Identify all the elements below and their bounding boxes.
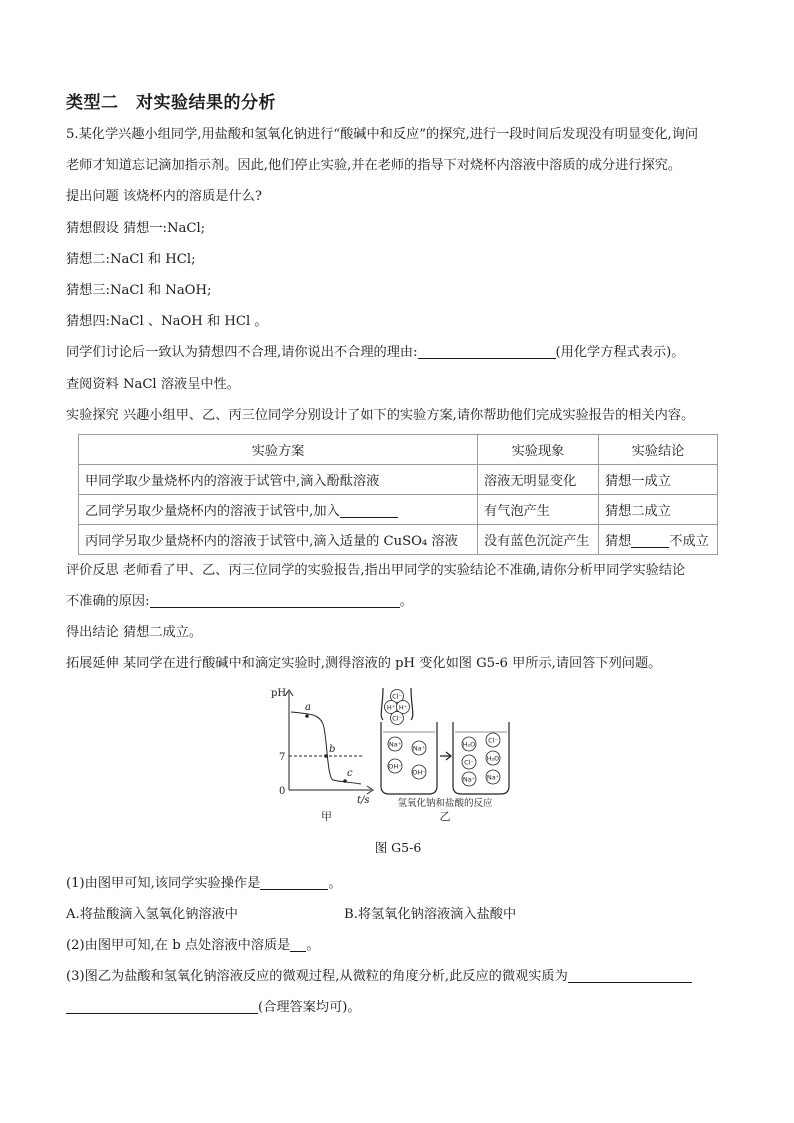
q2-text: (2)由图甲可知,在 b 点处溶液中溶质是 <box>66 938 291 953</box>
answer-blank-q3-a[interactable] <box>568 968 692 983</box>
x-axis-label: t/s <box>357 794 370 806</box>
table-cell-conclusion <box>599 524 718 554</box>
point-c-marker <box>343 779 347 783</box>
option-a[interactable]: A.将盐酸滴入氢氧化钠溶液中 <box>66 906 238 922</box>
left-beaker <box>381 722 437 794</box>
ion-label: Cl⁻ <box>392 714 402 723</box>
dropper-right-edge <box>411 688 413 720</box>
guess-1: 猜想假设 猜想一:NaCl; <box>66 220 206 236</box>
experiment-table <box>78 434 718 555</box>
q3-line-1 <box>66 967 730 987</box>
question-line: 提出问题 该烧杯内的溶质是什么? <box>66 189 262 205</box>
answer-blank-q2[interactable] <box>290 937 306 952</box>
table-cell-conclusion: 猜想二成立 <box>599 494 718 524</box>
table-row <box>79 494 718 524</box>
ion-label: OH⁻ <box>388 762 402 771</box>
ion-label: H₂O <box>462 740 476 749</box>
figure-g5-6 <box>66 686 730 836</box>
q5-intro-line-2: 老师才知道忘记滴加指示剂。因此,他们停止实验,并在老师的指导下对烧杯内溶液中溶质的成分进行探究。 <box>66 158 682 174</box>
reflect-prefix: 不准确的原因: <box>66 594 150 610</box>
ion-label: Na⁺ <box>486 773 500 782</box>
beaker-label-yi: 乙 <box>439 809 451 823</box>
table-cell-phenomenon: 有气泡产生 <box>478 494 599 524</box>
table-cell-phenomenon: 没有蓝色沉淀产生 <box>478 524 599 554</box>
q3-end: (合理答案均可)。 <box>258 1000 361 1016</box>
table-cell-plan: 丙同学另取少量烧杯内的溶液于试管中,滴入适量的 CuSO₄ 溶液 <box>79 524 478 554</box>
q3-line-2 <box>66 998 730 1018</box>
table-row <box>79 524 718 554</box>
q2-line <box>66 936 730 956</box>
discuss-line <box>66 343 730 363</box>
answer-blank-reagent[interactable] <box>340 503 398 518</box>
point-a-label: a <box>305 701 311 713</box>
graph-label-jia: 甲 <box>321 809 332 823</box>
reflect-suffix: 。 <box>399 594 413 610</box>
ion-label: H⁺ <box>386 703 396 712</box>
answer-blank-q3-b[interactable] <box>66 999 258 1014</box>
ion-label: Cl⁻ <box>488 736 498 745</box>
beaker-caption: 氢氧化钠和盐酸的反应 <box>397 797 493 809</box>
table-header-plan: 实验方案 <box>79 434 478 464</box>
ion-label: Na⁺ <box>462 775 476 784</box>
ph7-label: 7 <box>279 751 286 763</box>
ion-label: H₂O <box>486 754 500 763</box>
point-b-label: b <box>329 743 336 755</box>
point-a-marker <box>305 714 309 718</box>
guess-2: 猜想二:NaCl 和 HCl; <box>66 251 196 267</box>
conclusion-suffix: 不成立 <box>669 533 709 549</box>
ion-label: Cl⁻ <box>464 758 474 767</box>
explore-line: 实验探究 兴趣小组甲、乙、丙三位同学分别设计了如下的实验方案,请你帮助他们完成实验报告的相关内容。 <box>66 407 695 423</box>
ion-label: Na⁺ <box>412 744 426 753</box>
figure-caption: 图 G5-6 <box>374 839 422 855</box>
option-b[interactable]: B.将氢氧化钠溶液滴入盐酸中 <box>344 906 517 922</box>
q1-end: 。 <box>328 875 342 891</box>
discuss-suffix: (用化学方程式表示)。 <box>555 345 685 361</box>
y-axis-label: pH <box>271 687 287 699</box>
q1-line <box>66 874 730 894</box>
reflect-line-1: 评价反思 老师看了甲、乙、丙三位同学的实验报告,指出甲同学的实验结论不准确,请你分析甲同学实验结论 <box>66 562 686 578</box>
reflect-line-2 <box>66 592 730 612</box>
q3-text: (3)图乙为盐酸和氢氧化钠溶液反应的微观过程,从微粒的角度分析,此反应的微观实质为 <box>66 969 568 985</box>
ph-graph <box>285 690 373 794</box>
answer-blank-q1[interactable] <box>260 875 328 890</box>
extend-line: 拓展延伸 某同学在进行酸碱中和滴定实验时,测得溶液的 pH 变化如图 G5-6 甲所示,请回答下列问题。 <box>66 656 662 672</box>
worksheet-page <box>66 84 730 1030</box>
q5-intro-line-1: 5.某化学兴趣小组同学,用盐酸和氢氧化钠进行“酸碱中和反应”的探究,进行一段时间后发现没有明显变化,询问 <box>66 127 699 142</box>
section-title: 类型二 对实验结果的分析 <box>66 93 276 113</box>
table-cell-plan <box>79 494 478 524</box>
table-cell-plan: 甲同学取少量烧杯内的溶液于试管中,滴入酚酞溶液 <box>79 464 478 494</box>
table-header-conclusion: 实验结论 <box>599 434 718 464</box>
dropper-left-edge <box>381 688 383 720</box>
conclusion-prefix: 猜想 <box>605 533 632 549</box>
guess-4: 猜想四:NaCl 、NaOH 和 HCl 。 <box>66 314 268 330</box>
table-header-phenomenon: 实验现象 <box>478 434 599 464</box>
reaction-arrow-icon <box>440 752 451 760</box>
answer-blank-guess[interactable] <box>631 533 669 548</box>
ion-label: Cl⁻ <box>392 692 402 701</box>
answer-blank-equation[interactable] <box>418 344 556 359</box>
ion-label: H⁺ <box>398 703 408 712</box>
plan-text: 乙同学另取少量烧杯内的溶液于试管中,加入 <box>85 503 340 519</box>
figure-svg <box>271 686 531 836</box>
ion-label: OH⁻ <box>412 768 426 777</box>
consult-line: 查阅资料 NaCl 溶液呈中性。 <box>66 376 240 392</box>
q1-text: (1)由图甲可知,该同学实验操作是 <box>66 875 261 891</box>
discuss-prefix: 同学们讨论后一致认为猜想四不合理,请你说出不合理的理由: <box>66 345 418 361</box>
conclusion-line: 得出结论 猜想二成立。 <box>66 625 203 641</box>
ion-label: Na⁺ <box>388 740 402 749</box>
right-beaker <box>453 722 509 794</box>
table-cell-conclusion: 猜想一成立 <box>599 464 718 494</box>
q1-options <box>66 905 730 925</box>
table-row <box>79 464 718 494</box>
point-c-label: c <box>347 767 353 779</box>
table-cell-phenomenon: 溶液无明显变化 <box>478 464 599 494</box>
origin-label: 0 <box>279 785 286 797</box>
answer-blank-reason[interactable] <box>150 593 400 608</box>
table-header-row <box>79 434 718 464</box>
point-b-marker <box>324 754 328 758</box>
q2-end: 。 <box>306 938 320 953</box>
guess-3: 猜想三:NaCl 和 NaOH; <box>66 282 212 298</box>
